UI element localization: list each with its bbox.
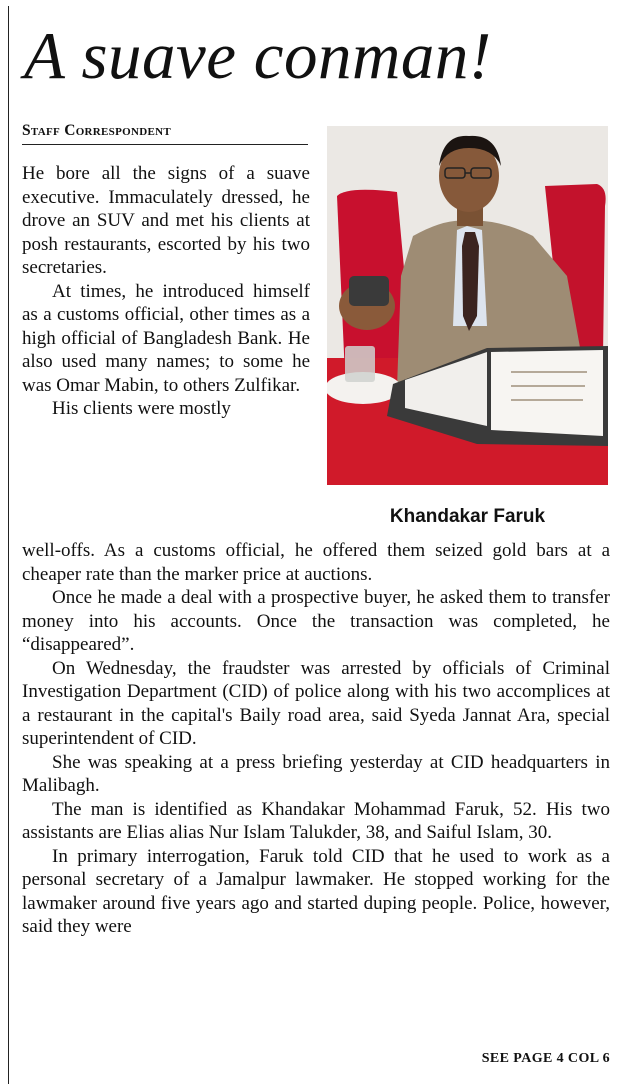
paragraph-7: The man is identified as Khandakar Mohammad Faruk, 52. His two assistants are Elias alias Nur Islam Talukder, 38, and Saiful Islam, 30. <box>22 798 610 843</box>
paragraph-1: He bore all the signs of a suave executive. Immaculately dressed, he drove an SUV and met his clients at posh restaurants, escorted by his two secretaries. <box>22 163 310 278</box>
photo-caption: Khandakar Faruk <box>389 506 546 527</box>
article-body <box>22 539 610 939</box>
paragraph-8: In primary interrogation, Faruk told CID that he used to work as a personal secretary of a Jamalpur lawmaker. He stopped working for the lawmaker around five years ago and started duping people. Police, however, said they were <box>22 845 610 937</box>
byline: Staff Correspondent <box>22 121 308 145</box>
paragraph-6: She was speaking at a press briefing yesterday at CID headquarters in Malibagh. <box>22 751 610 796</box>
photo-illustration <box>327 126 608 485</box>
paragraph-3-start: His clients were mostly <box>52 398 231 419</box>
headline: A suave conman! <box>24 19 492 93</box>
left-column-rule <box>8 6 9 1084</box>
paragraph-4: Once he made a deal with a prospective buyer, he asked them to transfer money into his accounts. Once the transaction was completed, he “disappeared”. <box>22 587 610 655</box>
paragraph-2: At times, he introduced himself as a customs official, other times as a high official of Bangladesh Bank. He also used many names; to some he was Omar Mabin, to others Zulfikar. <box>22 280 310 396</box>
continuation-link[interactable]: SEE PAGE 4 COL 6 <box>481 1051 610 1066</box>
article-photo <box>327 126 608 485</box>
paragraph-3-cont: well-offs. As a customs official, he offered them seized gold bars at a cheaper rate than the marker price at auctions. <box>22 540 610 585</box>
article-column <box>22 162 310 421</box>
paragraph-5: On Wednesday, the fraudster was arrested by officials of Criminal Investigation Department (CID) of police along with his two accomplices at a restaurant in the capital's Baily road area, said Syeda Jannat Ara, special superintendent of CID. <box>22 657 610 749</box>
